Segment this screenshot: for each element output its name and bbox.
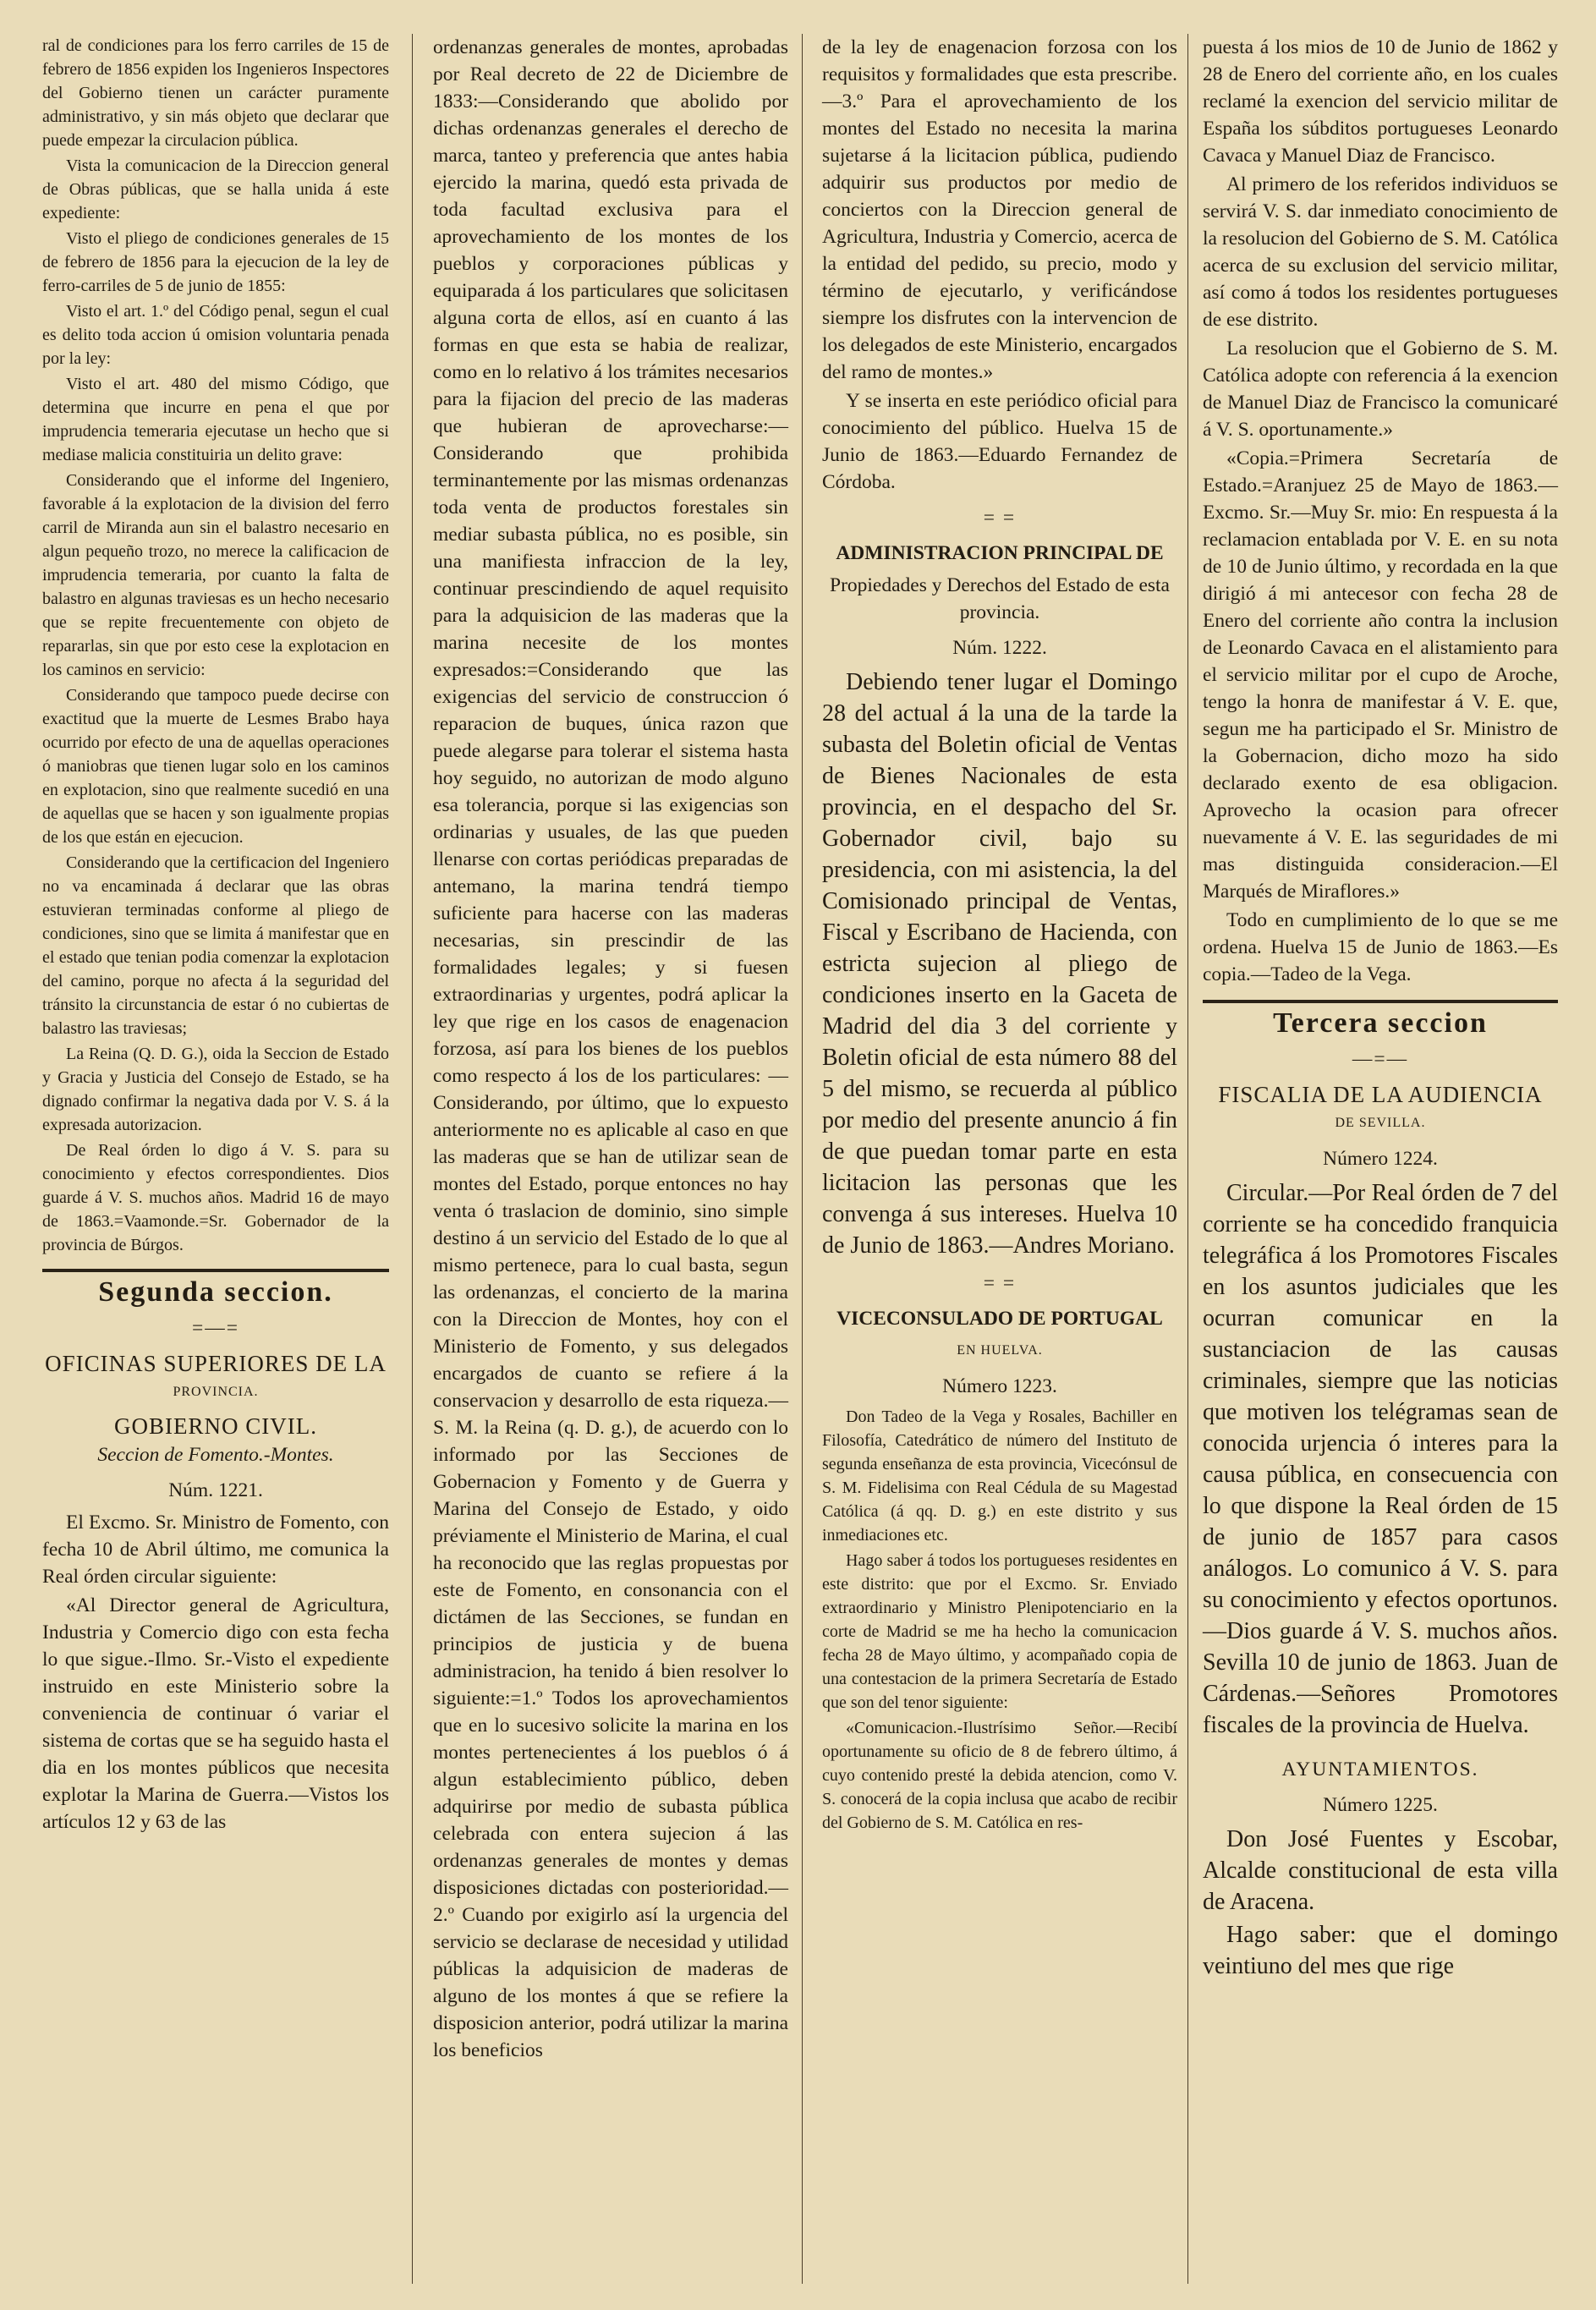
column-divider [1187,34,1188,2284]
office-subheading: EN HUELVA. [957,1343,1043,1358]
column-3 [822,34,1177,1836]
paragraph: La Reina (Q. D. G.), oida la Seccion de Estado y Gracia y Justicia del Consejo de Estado, se ha dignado confirmar la negativa dada por V. S. á la expresada autorizacion. [42,1045,389,1134]
paragraph: Don José Fuentes y Escobar, Alcalde constitucional de esta villa de Aracena. [1203,1826,1558,1915]
paragraph: «Al Director general de Agricultura, Industria y Comercio digo con esta fecha lo que sigue.-Ilmo. Sr.-Visto el expediente instruido en este Ministerio sobre la conveniencia de continuar ó variar el sistema de cortas que se ha seguido hasta el dia en los montes públicos que necesita explotar la Marina de Guerra.—Vistos los artículos 12 y 63 de las [42,1594,389,1833]
paragraph: Visto el art. 1.º del Código penal, segun el cual es delito toda accion ú omision voluntaria penada por la ley: [42,302,389,368]
office-heading: ADMINISTRACION PRINCIPAL DE [836,542,1164,564]
paragraph: El Excmo. Sr. Ministro de Fomento, con fecha 10 de Abril último, me comunica la Real órden circular siguiente: [42,1512,389,1588]
office-subheading: Propiedades y Derechos del Estado de esta provincia. [830,574,1170,623]
office-heading: AYUNTAMIENTOS. [1281,1759,1479,1781]
paragraph: ral de condiciones para los ferro carriles de 15 de febrero de 1856 expiden los Ingenieros Inspectores del Gobierno tienen un carácter puramente administrativo, y sin más objeto que declarar que puede empezar la circulacion pública. [42,36,389,150]
office-heading: FISCALIA DE LA AUDIENCIA [1218,1082,1543,1107]
paragraph: Considerando que tampoco puede decirse con exactitud que la muerte de Lesmes Brabo haya ocurrido por efecto de una de aquellas operaciones ó maniobras que tienen lugar solo en los caminos en explotacion, sino que realmente sucedió en una de aquellas que se hacen y son igualmente propias de los que están en ejecucion. [42,686,389,847]
paragraph: Vista la comunicacion de la Direccion general de Obras públicas, que se halla unida á este expediente: [42,156,389,222]
paragraph: Visto el art. 480 del mismo Código, que determina que incurre en pena el que por imprudencia temeraria ejecutase un hecho que si mediase malicia constituiria un delito grave: [42,375,389,464]
section-rule [1203,1000,1558,1003]
paragraph: La resolucion que el Gobierno de S. M. Católica adopte con referencia á la exencion de Manuel Diaz de Francisco la comunicaré á V. S. oportunamente.» [1203,337,1558,441]
paragraph: «Copia.=Primera Secretaría de Estado.=Aranjuez 25 de Mayo de 1863.—Excmo. Sr.—Muy Sr. mio: En respuesta á la reclamacion entablada por V. E. en su nota de 10 de Junio último, y recordada en la que dirigió á mi antecesor con fecha 28 de Enero del corriente año contra la inclusion de Leonardo Cavaca en el alistamiento para el servicio militar por el cupo de Aroche, tengo la honra de manifestar á V. E. que, segun me ha participado el Sr. Ministro de la Gobernacion, dicho mozo ha sido declarado exento de esa obligacion. Aprovecho la ocasion para ofrecer nuevamente á V. E. las seguridades de mi mas distinguida consideracion.—El Marqués de Miraflores.» [1203,447,1558,903]
paragraph: Y se inserta en este periódico oficial para conocimiento del público. Huelva 15 de Junio de 1863.—Eduardo Fernandez de Córdoba. [822,390,1177,493]
paragraph: Considerando que el informe del Ingeniero, favorable á la explotacion de la division del ferro carril de Miranda aun sin el balastro necesario en algun pequeño trozo, no merece la calificacion de imprudencia temeraria, por cuanto la falta de balastro en algunas traviesas es un hecho necesario que se repite frecuentemente con objeto de repararlas, sin que por esto cese la explotacion en los caminos en servicio: [42,471,389,679]
notice-number: Núm. 1221. [168,1479,263,1501]
paragraph: Considerando que la certificacion del Ingeniero no va encaminada á declarar que las obras estuvieran terminadas conforme al pliego de condiciones, sino que se limita á manifestar que en el estado que tenian podia comenzar la explotacion del camino, porque no afecta á la seguridad del tránsito la circunstancia de estar ó no cubiertas de balastro las traviesas; [42,853,389,1038]
column-divider [802,34,803,2284]
paragraph: Hago saber: que el domingo veintiuno del mes que rige [1203,1922,1558,1979]
notice-number: Número 1225. [1323,1794,1438,1816]
ornament: —=— [1352,1048,1409,1070]
paragraph: Circular.—Por Real órden de 7 del corriente se ha concedido franquicia telegráfica á los Promotores Fiscales en los asuntos judiciales que les ocurran comunicar en la sustanciacion de las causas criminales, siempre que las noticias que motiven los telégramas sean de conocida urjencia ó interes para la causa pública, en consecuencia con lo que dispone la Real órden de 15 de junio de 1857 para casos análogos. Lo comunico á V. S. para su conocimiento y efectos oportunos.—Dios guarde á V. S. muchos años. Sevilla 10 de junio de 1863. Juan de Cárdenas.—Señores Promotores fiscales de la provincia de Huelva. [1203,1180,1558,1738]
column-2 [433,34,788,2066]
paragraph: De Real órden lo digo á V. S. para su conocimiento y efectos correspondientes. Dios guarde á V. S. muchos años. Madrid 16 de mayo de 1863.=Vaamonde.=Sr. Gobernador de la provincia de Búrgos. [42,1141,389,1254]
notice-number: Núm. 1222. [952,637,1047,659]
column-divider [412,34,413,2284]
paragraph: ordenanzas generales de montes, aprobadas por Real decreto de 22 de Diciembre de 1833:—Considerando que abolido por dichas ordenanzas generales el derecho de marca, tanteo y preferencia que antes habia ejercido la marina, quedó esta privada de toda facultad exclusiva para el aprovechamiento de los montes de los pueblos y corporaciones públicas y equiparada á los particulares que solicitasen alguna corta de ellos, así en cuanto á las formas en que esta se habia de realizar, como en lo relativo á los trámites necesarios para la fijacion del precio de las maderas que hubieran de aprovecharse:—Considerando que prohibida terminantemente por las mismas ordenanzas toda venta de productos forestales sin mediar subasta pública, no es posible, sin una manifiesta infraccion de la ley, continuar prescindiendo de aquel requisito para la adquisicion de las maderas que la marina necesite de los montes expresados:=Considerando que las exigencias del servicio de construccion ó reparacion de buques, única razon que puede alegarse para tolerar el sistema hasta hoy seguido, no autorizan de modo alguno esa tolerancia, porque si las exigencias son ordinarias y usuales, de las que pueden llenarse con cortas periódicas preparadas de antemano, la marina tendrá tiempo suficiente para hacerse con las maderas necesarias, sin prescindir de las formalidades legales; y si fuesen extraordinarias y urgentes, podrá aplicar la ley que rige en los casos de enagenacion forzosa, así para los bienes de los pueblos como respecto á los de los particulares: —Considerando, por último, que lo expuesto anteriormente no es aplicable al caso en que las maderas que se han de utilizar sean de montes del Estado, porque entonces no hay venta ó traslacion de dominio, sino simple destino á un servicio del Estado de lo que al mismo pertenece, para lo cual basta, segun las ordenanzas, el concierto de la marina con la Direccion de Montes, hoy con el Ministerio de Fomento, y sus delegados encargados de cuanto se refiere á la conservacion y desarrollo de esta riqueza.—S. M. la Reina (q. D. g.), de acuerdo con lo informado por las Secciones de Gobernacion y Fomento y de Guerra y Marina del Consejo de Estado, y oido préviamente el Ministerio de Marina, el cual ha reconocido que las reglas propuestas por este de Fomento, en consonancia con el dictámen de las Secciones, se fundan en principios de justicia y de buena administracion, ha tenido á bien resolver lo siguiente:=1.º Todos los aprovechamientos que en lo sucesivo solicite la marina en los montes pertenecientes á los pueblos ó á algun establecimiento público, deben adquirirse por medio de subasta pública celebrada con entera sujecion á las ordenanzas generales de montes y demas disposiciones dictadas con posterioridad.—2.º Cuando por exigirlo así la urgencia del servicio se declarase de necesidad y utilidad públicas la adquisicion de maderas de alguno de los montes á que se refiere la disposicion anterior, podrá utilizar la marina los beneficios [433,36,788,2061]
paragraph: Don Tadeo de la Vega y Rosales, Bachiller en Filosofía, Catedrático de número del Instituto de segunda enseñanza de esta provincia, Vicecónsul de S. M. Fidelisima con Real Cédula de su Magestad Católica (á qq. D. g.) en este distrito y sus inmediaciones etc. [822,1407,1177,1545]
office-heading: GOBIERNO CIVIL. [114,1413,317,1439]
paragraph: «Comunicacion.-Ilustrísimo Señor.—Recibí oportunamente su oficio de 8 de febrero último, á cuyo contenido presté la debida atencion, como V. S. conocerá de la copia inclusa que acabo de recibir del Gobierno de S. M. Católica en res- [822,1719,1177,1832]
office-subheading: DE SEVILLA. [1335,1116,1426,1130]
paragraph: Visto el pliego de condiciones generales de 15 de febrero de 1856 para la ejecucion de la ley de ferro-carriles de 5 de junio de 1855: [42,229,389,295]
ornament: = = [983,1272,1017,1294]
paragraph: Hago saber á todos los portugueses residentes en este distrito: que por el Excmo. Sr. Enviado extraordinario y Ministro Plenipotenciario en la corte de Madrid se me ha hecho la comunicacion fecha 28 de Mayo último, y acompañado copia de una contestacion de la primera Secretaría de Estado que son del tenor siguiente: [822,1551,1177,1712]
ornament: = = [983,507,1017,529]
column-1 [42,34,389,1837]
subsection-subheading: PROVINCIA. [173,1385,259,1399]
subsection-heading: OFICINAS SUPERIORES DE LA [45,1351,387,1376]
section-heading: Segunda seccion. [98,1276,333,1308]
paragraph: Al primero de los referidos individuos se servirá V. S. dar inmediato conocimiento de la resolucion del Gobierno de S. M. Católica acerca de su exclusion del servicio militar, así como á todos los residentes portugueses de ese distrito. [1203,173,1558,331]
section-rule [42,1269,389,1272]
paragraph: de la ley de enagenacion forzosa con los requisitos y formalidades que esta prescribe.—3.º Para el aprovechamiento de los montes del Estado no necesita la marina sujetarse á la licitacion pública, pudiendo adquirir sus productos por medio de conciertos con la Direccion general de Agricultura, Industria y Comercio, acerca de la entidad del pedido, su precio, modo y término de ejecutarlo, y verificándose siempre los disfrutes con la intervencion de los delegados de este Ministerio, encargados del ramo de montes.» [822,36,1177,383]
section-heading: Tercera seccion [1273,1007,1488,1039]
office-heading: VICECONSULADO DE PORTUGAL [836,1308,1163,1330]
column-4 [1203,34,1558,1984]
paragraph: puesta á los mios de 10 de Junio de 1862 y 28 de Enero del corriente año, en los cuales reclamé la exencion del servicio militar de España los súbditos portugueses Leonardo Cavaca y Manuel Diaz de Francisco. [1203,36,1558,167]
paragraph: Todo en cumplimiento de lo que se me ordena. Huelva 15 de Junio de 1863.—Es copia.—Tadeo de la Vega. [1203,909,1558,985]
paragraph: Debiendo tener lugar el Domingo 28 del actual á la una de la tarde la subasta del Boletin oficial de Ventas de Bienes Nacionales de esta provincia, en el despacho del Sr. Gobernador civil, bajo su presidencia, con mi asistencia, la del Comisionado principal de Ventas, Fiscal y Escribano de Hacienda, con estricta sujecion al pliego de condiciones inserto en la Gaceta de Madrid del dia 3 del corriente y Boletin oficial de esta número 88 del 5 del mismo, se recuerda al público por medio del presente anuncio á fin de que puedan tomar parte en esta licitacion las personas que les convenga á sus intereses. Huelva 10 de Junio de 1863.—Andres Moriano. [822,669,1177,1259]
notice-number: Número 1224. [1323,1148,1438,1170]
office-subheading: Seccion de Fomento.-Montes. [97,1444,334,1466]
notice-number: Número 1223. [942,1375,1057,1397]
ornament: =—= [191,1317,239,1339]
